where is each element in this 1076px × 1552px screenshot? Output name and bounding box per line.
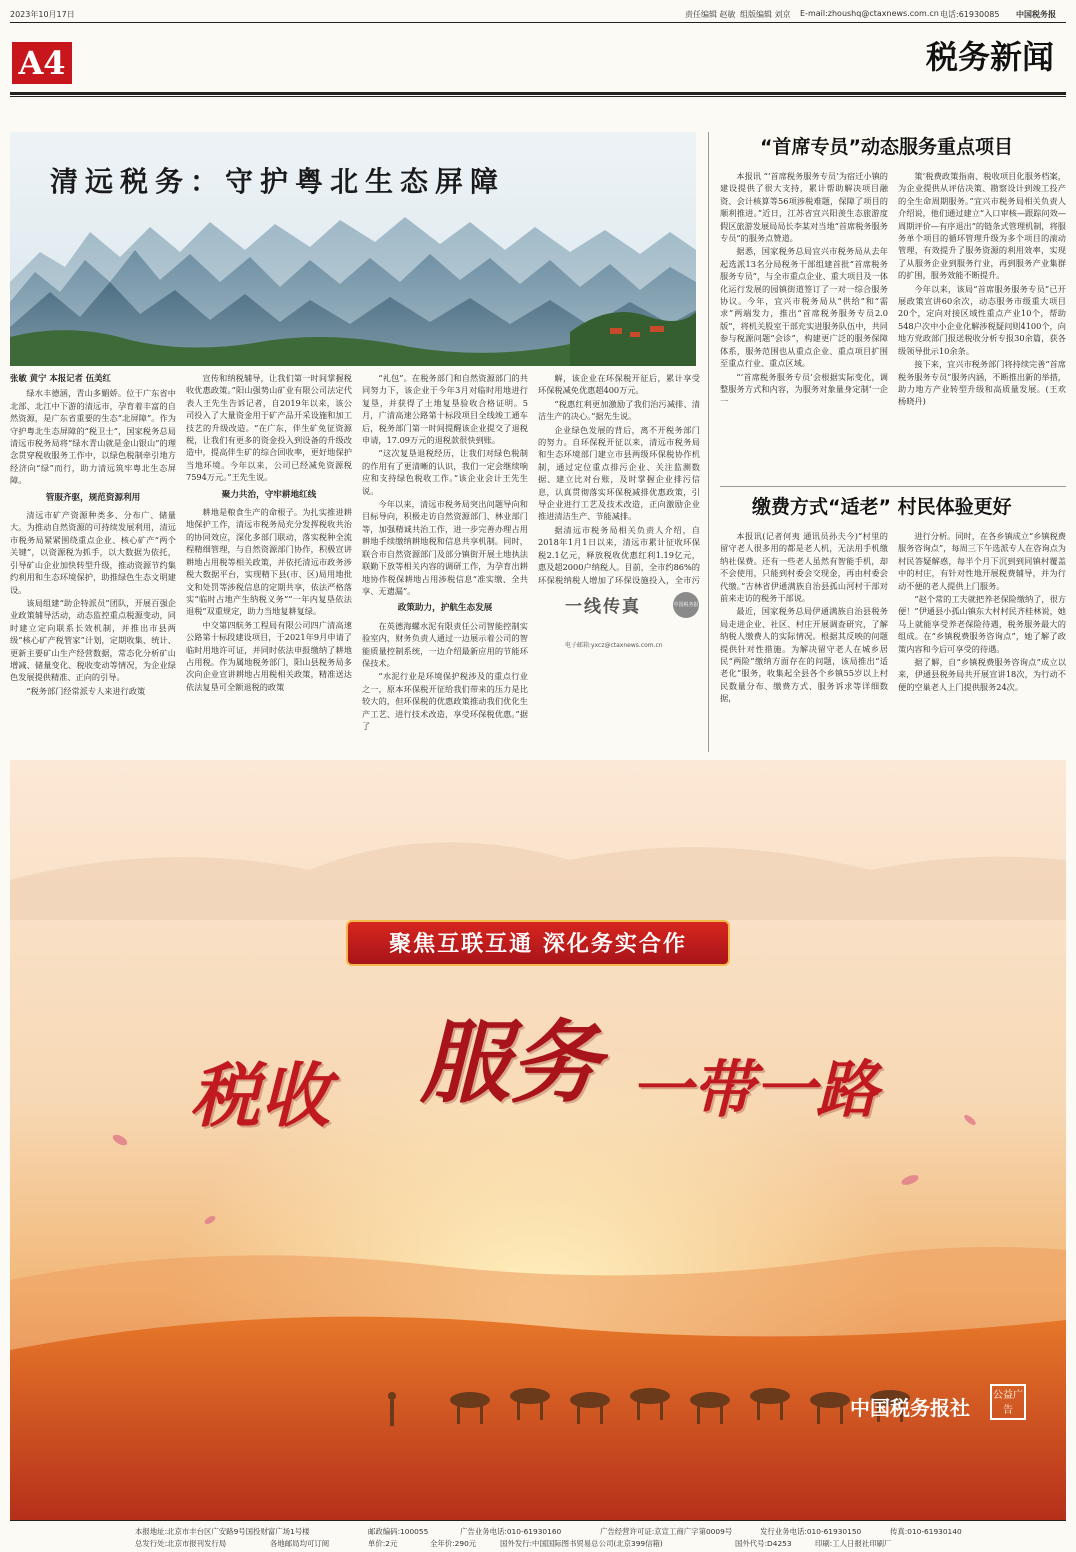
paragraph: 清远市矿产资源种类多、分布广、储量大。为推动自然资源的可持续发展利用，清远市税务局紧紧围绕重点企业、核心矿产“两个关键”，以资源税为抓手，以大数据为依托，引导矿山企业加快转型升级，推动资源节约集约利用和生态环境保护，助推绿色生态文明建设。 bbox=[10, 510, 176, 595]
footer-address: 本报地址:北京市丰台区广安路9号国投财富广场1号楼 bbox=[135, 1527, 310, 1536]
paragraph: 今年以来，清远市税务局突出问题导向和目标导向，积极走访自然资源部门、林业部门等，加强精诚共治工作，进一步完善办理占用耕地手续缴纳耕地税和信息共享机制。同时，联合市自然资源部门及部分镇街开展土地执法联勤下放等相关内容的调研工作，为孕育出耕地协作税保耕地占用涉税信息“准实缴、全共享、无遗漏”。 bbox=[362, 499, 528, 596]
footer-printer: 印刷:工人日报社印刷厂 bbox=[815, 1539, 892, 1548]
paragraph: 中交第四航务工程局有限公司四广清高速公路第十标段建设项目，于2021年9月申请了临时用地许可证，并同时依法申报缴纳了耕地占用税。作为属地税务部门，阳山县税务局多次向企业宣讲耕地占用税相关政策，精准送达依法复垦可全额退税的政策 bbox=[186, 619, 352, 692]
subheading: 政策助力，护航生态发展 bbox=[397, 603, 493, 614]
public-ad-stamp: 公益广告 bbox=[990, 1384, 1026, 1420]
hero-title: 清远税务：守护粤北生态屏障 bbox=[50, 165, 506, 198]
paragraph: 进行分析。同时，在各乡镇成立“乡镇税费服务咨询点”，每周三下午选派专人在咨询点为村民答疑解惑，每半个月下沉到到同镇村覆盖中的村庄，有针对性地开展税费辅导，并为行动不便的老人提供上门服务。 bbox=[898, 531, 1066, 591]
paragraph: 绿水丰德涵，青山多媚娇。位于广东省中北部、北江中下游的清远市，孕育着丰富的自然资源，是广东省重要的生态“北屏障”。作为守护粤北生态屏障的“税卫士”，国家税务总局清远市税务局将“绿水青山就是金山银山”的理念贯穿税收服务工作中，以绿色税制牵引地方经济向“绿”而行，助力清远筑牢粤北生态屏障。 bbox=[10, 388, 176, 486]
footer-annual-price: 全年价:290元 bbox=[430, 1539, 477, 1548]
issue-date: 2023年10月17日 bbox=[10, 10, 75, 19]
paragraph: “这次复垦退税经历，让我们对绿色税制的作用有了更清晰的认识，我们一定会继续响应和支持绿色税收工作。”该企业会计王先生说。 bbox=[362, 448, 528, 496]
paragraph: 据了解，自“乡镇税费服务咨询点”成立以来，伊通县税务局共开展宣讲18次，为行动不便的空巢老人上门提供服务24次。 bbox=[898, 657, 1066, 692]
article2-headline: “首席专员”动态服务重点项目 bbox=[760, 136, 1013, 158]
paragraph: 最近，国家税务总局伊通满族自治县税务局走进企业、社区、村庄开展调查研究，了解纳税人缴费人的实际情况。根据其反映的问题提供针对性措施。为解决留守老人在城乡居民“两险”缴纳方面存在的问题，该局推出“适老化”服务，收集起全县各个乡镇55岁以上村民数量分布、缴费方式、服务诉求等详细数据， bbox=[720, 606, 888, 704]
top-rule bbox=[10, 22, 1066, 23]
footer-distribution-phone: 发行业务电话:010-61930150 bbox=[760, 1527, 862, 1536]
subheading: 聚力共治，守牢耕地红线 bbox=[221, 489, 317, 500]
footer-subscribe: 各地邮局均可订阅 bbox=[270, 1539, 330, 1548]
article2-col2 bbox=[898, 170, 1066, 484]
paragraph: 解，该企业在环保税开征后，累计享受环保税减免优惠超400万元。 bbox=[538, 373, 700, 396]
article-divider bbox=[720, 486, 1066, 487]
article3-headline: 缴费方式“适老” 村民体验更好 bbox=[752, 496, 1012, 518]
paragraph: 宣传和纳税辅导，让我们第一时间掌握税收优惠政策。”阳山强势山矿业有限公司法定代表人王先生告诉记者，自2019年以来，该公司投入了大量资金用于矿产品开采设施和加工技艺的升级改造。“在广东，伴生矿免征资源税，让我们有更多的资金投入到设备的升级改造中，提高伴生矿的综合回收率，更好地保护当地环境。今年以来，公司已经减免资源税7594万元。”王先生说。 bbox=[186, 373, 352, 483]
paragraph: “税务部门经常派专人来进行政策 bbox=[26, 685, 146, 696]
footer-fax: 传真:010-61930140 bbox=[890, 1527, 962, 1536]
article3-col1 bbox=[720, 530, 888, 754]
footer bbox=[0, 1522, 1076, 1552]
section-title: 税务新闻 bbox=[925, 38, 1054, 76]
footer-distributor: 总发行处:北京市报刊发行局 bbox=[135, 1539, 227, 1548]
page-number: A4 bbox=[12, 42, 72, 84]
paragraph: “税惠红利更加激励了我们治污减排、清洁生产的决心。”据先生说。 bbox=[538, 398, 700, 422]
ad-publisher: 中国税务报社 bbox=[850, 1396, 970, 1420]
fax-email[interactable]: 电子邮箱:yxcz@ctaxnews.com.cn bbox=[565, 642, 663, 649]
ad-slogan-banner: 聚焦互联互通 深化务实合作 bbox=[346, 920, 730, 966]
header-rule bbox=[10, 92, 1066, 95]
footer-ad-phone: 广告业务电话:010-61930160 bbox=[460, 1527, 562, 1536]
frontline-fax-logo bbox=[565, 592, 707, 662]
paper-name: 中国税务报 bbox=[1016, 10, 1056, 19]
paragraph: “赵个常的工夫就把养老保险缴纳了，很方便！”伊通县小孤山镇东大村村民齐桂林说，她马上就能享受养老保险待遇，税务服务最大的组成。在“乡镇税费服务咨询点”，她了解了政策内容和今后可享受的待遇。 bbox=[898, 594, 1066, 654]
paragraph: 耕地是粮食生产的命根子。为扎实推进耕地保护工作，清远市税务局充分发挥税收共治的协同效应，深化多部门联动，落实税种全流程精细管理，与自然资源部门协作，积极宣讲耕地占用税等相关政策，并依托清远市政务涉税大数据平台，实现精下县(市、区)局用地批文和处罚等涉税信息的定期共享，依法严格落实“临时占地产生纳税义务”“一年内复垦依法退税”双重规定，助力当地复耕复绿。 bbox=[186, 507, 352, 617]
paragraph: 据清远市税务局相关负责人介绍，自2018年1月1日以来，清远市累计征收环保税2.1亿元，释放税收优惠红利1.19亿元，惠及超2000户纳税人。目前，全市约86%的环保税纳税人增加了环保设施投入，全市污 bbox=[538, 524, 700, 585]
masthead-strip bbox=[10, 6, 1066, 22]
paragraph: 在英德海螺水泥有限责任公司智能控制实验室内，财务负责人通过一边展示着公司的智能质量控制系统，一边介绍最新应用的节能环保技术。 bbox=[362, 620, 528, 668]
footer-postcode: 邮政编码:100055 bbox=[368, 1527, 429, 1536]
footer-overseas-code: 国外代号:D4253 bbox=[735, 1539, 792, 1548]
ad-word-belt-road: 一带一路 bbox=[630, 1053, 879, 1126]
column-divider bbox=[708, 132, 709, 752]
responsible-editor: 责任编辑 赵敏 bbox=[685, 10, 736, 19]
paragraph: “‘首席税务服务专员’会根据实际变化，调整服务方式和内容，为服务对象量身定制‘一企一 bbox=[720, 371, 888, 407]
contact-email[interactable]: E-mail:zhoushq@ctaxnews.com.cn bbox=[800, 9, 939, 18]
paragraph: 本报讯 “‘首席税务服务专员’为宿迁小镇的建设提供了很大支持，累计帮助解决项目融资、会计核算等56项涉税难题，保障了项目的顺利推进。”近日，江苏省宜兴阳羡生态旅游度假区旅游发展局局长李某对当地“首席税务服务专员”的服务点赞道。 bbox=[720, 171, 888, 244]
main-article-col2 bbox=[186, 372, 352, 754]
paragraph: 本报讯(记者何夷 通讯员孙夫今)“村里的留守老人很多用的都是老人机，无法用手机缴纳社保费。还有一些老人虽然有智能手机，却不会使用，只能到村委会交现金，再由村委会代缴。”吉林省伊通满族自治县孤山河村干部对前来走访的税务干部说。 bbox=[720, 531, 888, 604]
hero-image bbox=[10, 132, 696, 366]
main-article-col3 bbox=[362, 372, 528, 754]
contact-phone: 电话:61930085 bbox=[940, 10, 1000, 19]
layout-editor: 组版编辑 刘京 bbox=[740, 10, 791, 19]
main-article-col1 bbox=[10, 372, 176, 754]
paragraph: 策’税费政策指南、税收项目化服务档案，为企业提供从评估决策、勘察设计到竣工投产的全生命周期服务。”宜兴市税务局相关负责人介绍说，他们通过建立“入口审核—跟踪问效—周期评价—有序退出”的链条式管理机制，将服务单个项目的循环管理升级为多个项目的滚动管理，有效提升了服务资源的利用效率，实现了从服务企业到服务行业，再到服务产业集群的扩围，服务效能不断提升。 bbox=[898, 171, 1066, 281]
footer-ad-license: 广告经营许可证:京宣工商广字第0009号 bbox=[600, 1527, 733, 1536]
article3-col2 bbox=[898, 530, 1066, 754]
fax-badge: 中国税务报 bbox=[673, 592, 699, 618]
main-article-col4 bbox=[538, 372, 700, 586]
byline: 张敏 黄宁 本报记者 伍美红 bbox=[10, 373, 111, 383]
paragraph: 今年以来，该局“首席服务服务专员”已开展政策宣讲60余次，动态服务市级重大项目20个，定向对接区域性重点产业10个，帮助548户次中小企业化解涉税疑问则4100个，向地方党政部门报送税收分析专报30余篇，获各级领导批示10余条。 bbox=[898, 283, 1066, 356]
paragraph: “水泥行业是环境保护税涉及的重点行业之一，原本环保税开征给我们带来的压力是比较大的，但环保税的优惠政策推动我们优化生产工艺、进行技术改造，享受环保税优惠。”据了 bbox=[362, 671, 528, 731]
subheading: 管服齐驱，规范资源利用 bbox=[45, 492, 141, 503]
paragraph: “礼包”。在税务部门和自然资源部门的共同努力下，该企业于今年3月对临时用地进行复垦，并获得了土地复垦验收合格证明。5月，广清高速公路第十标段项目全线竣工通车后，税务部门第一时间提醒该企业提交了退税申请，17.09万元的退税款很快到账。 bbox=[362, 373, 528, 446]
footer-price: 单价:2元 bbox=[368, 1539, 398, 1548]
paragraph: 接下来，宜兴市税务部门将持续完善“首席税务服务专员”服务内涵，不断推出新的举措，助力地方产业转型升级和高质量发展。(王欢 杨晓丹) bbox=[898, 359, 1066, 407]
paragraph: 该局组建“助企特派员”团队，开展百强企业政策辅导活动，动态监控重点税源变动，同时建立定向联系长效机制，并推出市县两级“核心矿产税管家”计划，定期收集、统计、更新主要矿山生产经营数据，常态化分析矿山增减、储量变化、税收变动等情况，为企业绿色发展提供精准、正向的引导。 bbox=[10, 597, 176, 683]
header-rule-thin bbox=[10, 96, 1066, 97]
ad-word-service: 服务 bbox=[420, 1010, 600, 1116]
footer-rule bbox=[10, 1520, 1066, 1521]
article2-col1 bbox=[720, 170, 888, 484]
paragraph: 据悉，国家税务总局宜兴市税务局从去年起选派13名分局税务干部组建首批“首席税务服务专员”，与全市重点企业、重大项目及一体化运行发展的园镇街道签订了一对一综合服务协议。今年，宜兴市税务局从“供给”和“需求”两端发力，推出“首席税务服务专员2.0版”，将机关股室干部充实进服务队伍中，共同参与税源问题“会诊”，构建更广泛的服务保障体系，服务范围也从重点企业、重点项目扩围至重点行业、重点区域。 bbox=[720, 246, 888, 369]
fax-title: 一线传真 bbox=[565, 597, 641, 617]
ad-word-tax: 税收 bbox=[190, 1054, 330, 1137]
public-service-ad bbox=[10, 760, 1066, 1520]
footer-overseas: 国外发行:中国国际图书贸易总公司(北京399信箱) bbox=[500, 1539, 663, 1548]
paragraph: 企业绿色发展的背后，离不开税务部门的努力。自环保税开征以来，清远市税务局和生态环境部门建立市县两级环保税协作机制，通过定位重点排污企业、关注监测数据、建立比对台账，及时掌握企业排污信息，认真贯彻落实环保税减排优惠政策，引导企业进行工艺及技术改造，正向激励企业推进清洁生产、节能减排。 bbox=[538, 424, 700, 522]
